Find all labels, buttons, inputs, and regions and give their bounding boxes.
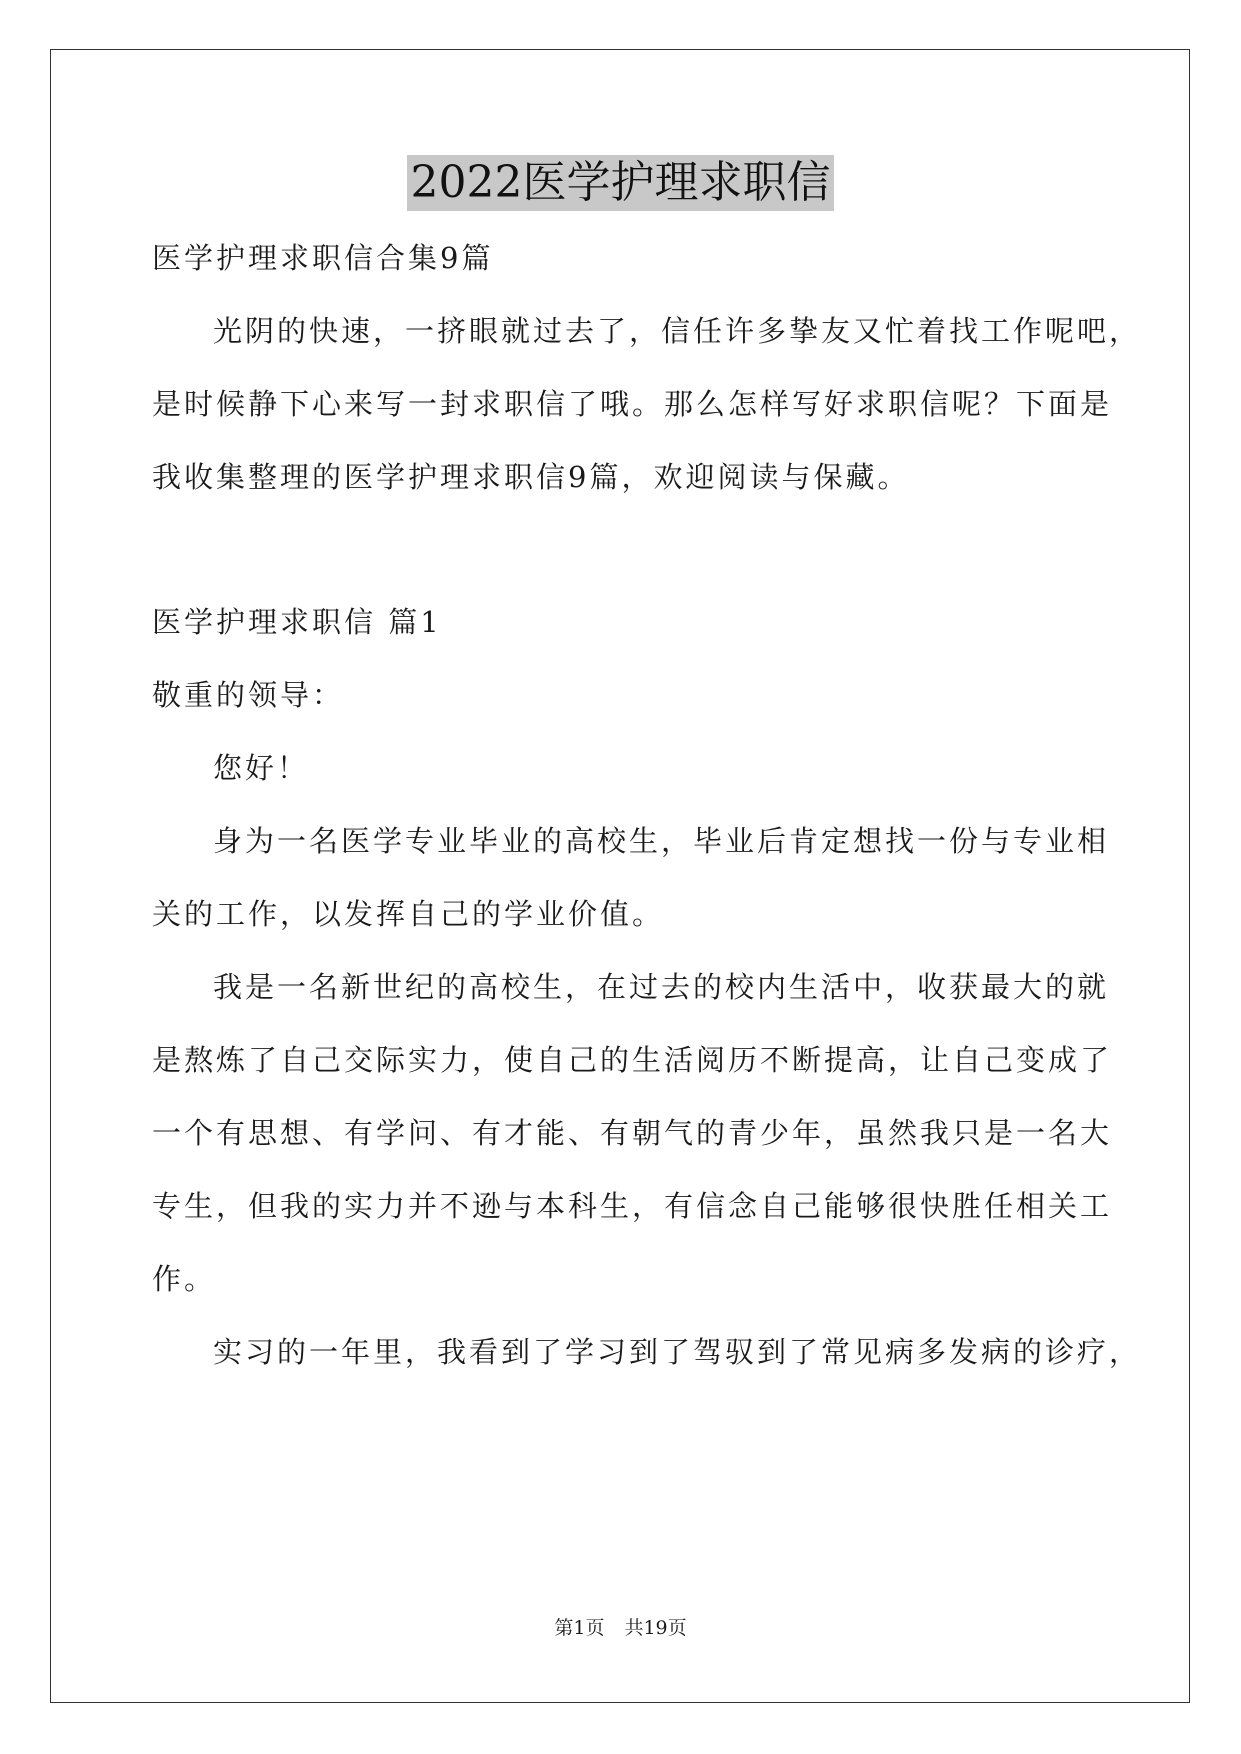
document-subtitle: 医学护理求职信合集9篇 [152, 241, 494, 275]
paragraph-3-line-1: 实习的一年里，我看到了学习到了驾驭到了常见病多发病的诊疗， [213, 1335, 1142, 1369]
page-current: 第1页 [554, 1617, 605, 1639]
document-title: 2022医学护理求职信 [407, 155, 835, 211]
page-number [0, 1616, 1241, 1640]
paragraph-2-line-5: 作。 [152, 1262, 217, 1296]
intro-line-1: 光阴的快速，一挤眼就过去了，信任许多挚友又忙着找工作呢吧， [213, 314, 1142, 348]
paragraph-2-line-3: 一个有思想、有学问、有才能、有朝气的青少年，虽然我只是一名大 [152, 1116, 1113, 1150]
paragraph-2-line-1: 我是一名新世纪的高校生，在过去的校内生活中，收获最大的就 [213, 970, 1110, 1004]
section-heading: 医学护理求职信 篇1 [152, 605, 442, 639]
page-total: 共19页 [624, 1617, 687, 1639]
greeting: 您好！ [213, 751, 310, 785]
paragraph-2-line-2: 是熬炼了自己交际实力，使自己的生活阅历不断提高，让自己变成了 [152, 1043, 1113, 1077]
title-container [0, 155, 1241, 211]
paragraph-2-line-4: 专生，但我的实力并不逊与本科生，有信念自己能够很快胜任相关工 [152, 1189, 1113, 1223]
paragraph-1-line-2: 关的工作，以发挥自己的学业价值。 [152, 897, 665, 931]
paragraph-1-line-1: 身为一名医学专业毕业的高校生，毕业后肯定想找一份与专业相 [213, 824, 1110, 858]
page-frame [50, 49, 1190, 1703]
salutation: 敬重的领导： [152, 678, 345, 712]
intro-line-3: 我收集整理的医学护理求职信9篇，欢迎阅读与保藏。 [152, 460, 910, 494]
intro-line-2: 是时候静下心来写一封求职信了哦。那么怎样写好求职信呢？下面是 [152, 387, 1113, 421]
